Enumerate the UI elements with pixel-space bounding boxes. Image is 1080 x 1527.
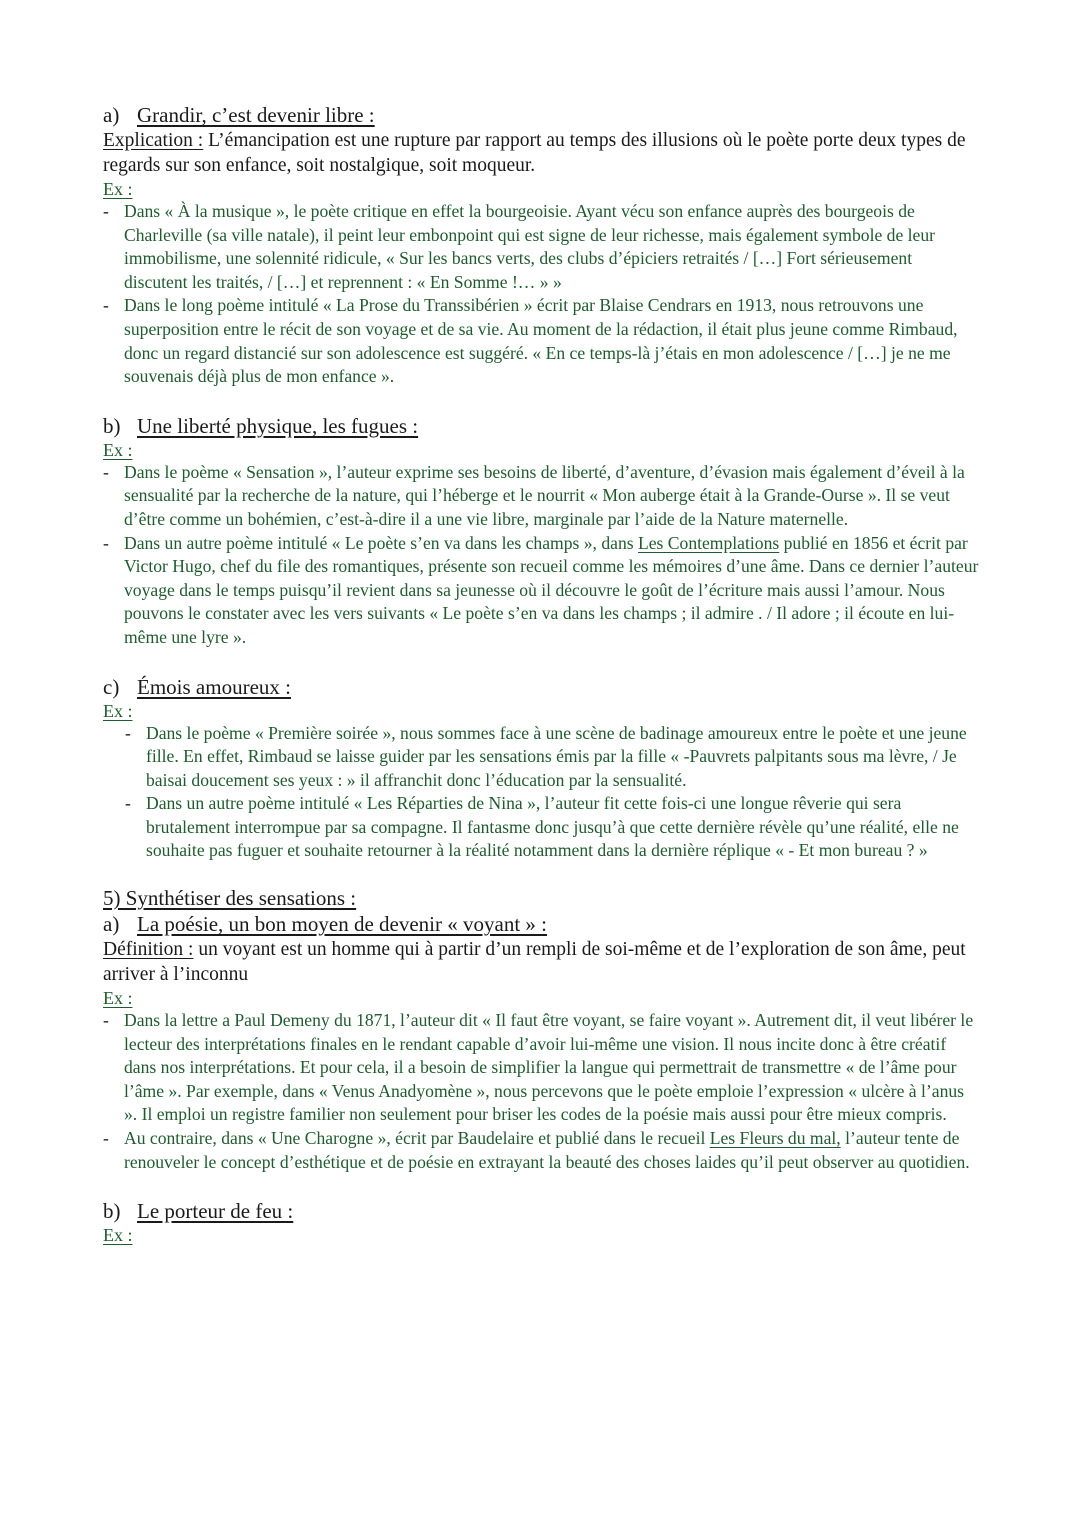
explanation-label: Explication : [103,130,204,151]
book-title-fleurs-du-mal: Les Fleurs du mal, [709,1128,841,1149]
list-item: - Dans « À la musique », le poète critique en effet la bourgeoisie. Ayant vécu son enfance auprès des bourgeois de Charleville (sa ville natale), il peint leur embonpoint qui est signe de leur richesse, mais également symbole de leur immobilisme, une solennité ridicule, « Sur les bancs verts, des clubs d’épiciers retraités / […] Fort sérieusement discutent les traités, / […] et reprennent : « En Somme !… » » [103,201,936,292]
section-a-heading [103,102,980,128]
definition-text: un voyant est un homme qui à partir d’un rempli de soi-même et de l’exploration de son âme, peut arriver à l’inconnu [103,939,966,986]
section-b-heading [103,413,980,439]
section-5-title: 5) Synthétiser des sensations : [103,886,357,911]
list-item: - Dans un autre poème intitulé « Le poète s’en va dans les champs », dans Les Contemplations publié en 1856 et écrit par Victor Hugo, chef du file des romantiques, présente son recueil comme les mémoires d’une âme. Dans ce dernier l’auteur voyage dans le temps puisqu’il revient dans sa jeunesse où il découvre le goût de l’écriture mais aussi l’amour. Nous pouvons le constater avec les vers suivants « Le poète s’en va dans les champs ; il admire . / Il adore ; il écoute en lui-même une lyre ». [103,532,979,647]
section-5b-heading [103,1198,980,1224]
definition-label: Définition : [103,939,194,961]
book-title-contemplations: Les Contemplations [637,532,780,553]
section-c-bullets [103,722,980,864]
section-a-title: Grandir, c’est devenir libre : [137,103,375,127]
section-5b-letter: b) [103,1199,121,1224]
section-a-ex-label: Ex : [103,179,133,199]
explanation-text: L’émancipation est une rupture par rapport au temps des illusions où le poète porte deux types de regards sur son enfance, soit nostalgique, soit moqueur. [103,130,966,176]
section-5a-letter: a) [103,912,120,937]
section-a-letter: a) [103,103,120,127]
section-b-title: Une liberté physique, les fugues : [137,413,419,438]
section-5a-bullets [103,1009,980,1174]
section-5a-title: La poésie, un bon moyen de devenir « voyant » : [137,912,547,937]
list-item: - Dans le poème « Sensation », l’auteur exprime ses besoins de liberté, d’aventure, d’évasion mais également d’éveil à la sensualité par la recherche de la nature, qui l’héberge et le nourrit « Mon auberge était à la Grande-Ourse ». Il se veut d’être comme un bohémien, c’est-à-dire il a une vie libre, marginale par l’aide de la Nature maternelle. [103,461,965,529]
section-b-bullets [103,461,980,650]
section-5a-heading [103,911,980,937]
section-a-bullets [103,200,980,389]
section-5b-title: Le porteur de feu : [137,1199,294,1224]
section-5a-ex-label: Ex : [103,988,133,1009]
section-5b-ex-label: Ex : [103,1225,133,1246]
section-c-title: Émois amoureux : [137,674,291,699]
list-item: - Au contraire, dans « Une Charogne », écrit par Baudelaire et publié dans le recueil Les Fleurs du mal, l’auteur tente de renouveler le concept d’esthétique et de poésie en extrayant la beauté des choses laides qu’il peut observer au quotidien. [103,1128,970,1172]
list-item: - Dans un autre poème intitulé « Les Réparties de Nina », l’auteur fit cette fois-ci une longue rêverie qui sera brutalement interrompue par sa compagne. Il fantasme donc jusqu’à que cette dernière révèle qu’une réalité, elle ne souhaite pas fuguer et souhaite retourner à la réalité notamment dans la dernière réplique « - Et mon bureau ? » [125,793,959,861]
section-b-ex-label: Ex : [103,439,133,460]
section-a-explanation [103,128,980,178]
section-c-ex-label: Ex : [103,700,133,721]
section-c-letter: c) [103,674,120,699]
definition [103,937,980,987]
list-item: - Dans le long poème intitulé « La Prose du Transsibérien » écrit par Blaise Cendrars en 1913, nous retrouvons une superposition entre le récit de son voyage et de sa vie. Au moment de la rédaction, il était plus jeune comme Rimbaud, donc un regard distancié sur son adolescence est suggéré. « En ce temps-là j’étais en mon adolescence / […] je ne me souvenais déjà plus de mon enfance ». [103,295,958,387]
list-item: - Dans le poème « Première soirée », nous sommes face à une scène de badinage amoureux entre le poète et une jeune fille. En effet, Rimbaud se laisse guider par les sensations émis par la fille « -Pauvrets palpitants sous ma lèvre, / Je baisai doucement ses yeux : » il affranchit donc l’éducation par la sensualité. [125,722,967,790]
list-item: - Dans la lettre a Paul Demeny du 1871, l’auteur dit « Il faut être voyant, se faire voyant ». Autrement dit, il veut libérer le lecteur des interprétations finales en le rendant capable d’avoir lui-même une vision. Il nous incite donc à être créatif dans nos interprétations. Et pour cela, il a besoin de simplifier la langue qui permettrait de transmettre « de l’âme pour l’âme ». Par exemple, dans « Venus Anadyomène », nous percevons que le poète emploie l’expression « ulcère à l’anus ». Il emploi un registre familier non seulement pour briser les codes de la poésie mais aussi pour être mieux compris. [103,1010,974,1125]
section-b-letter: b) [103,413,121,438]
section-c-heading [103,674,980,700]
